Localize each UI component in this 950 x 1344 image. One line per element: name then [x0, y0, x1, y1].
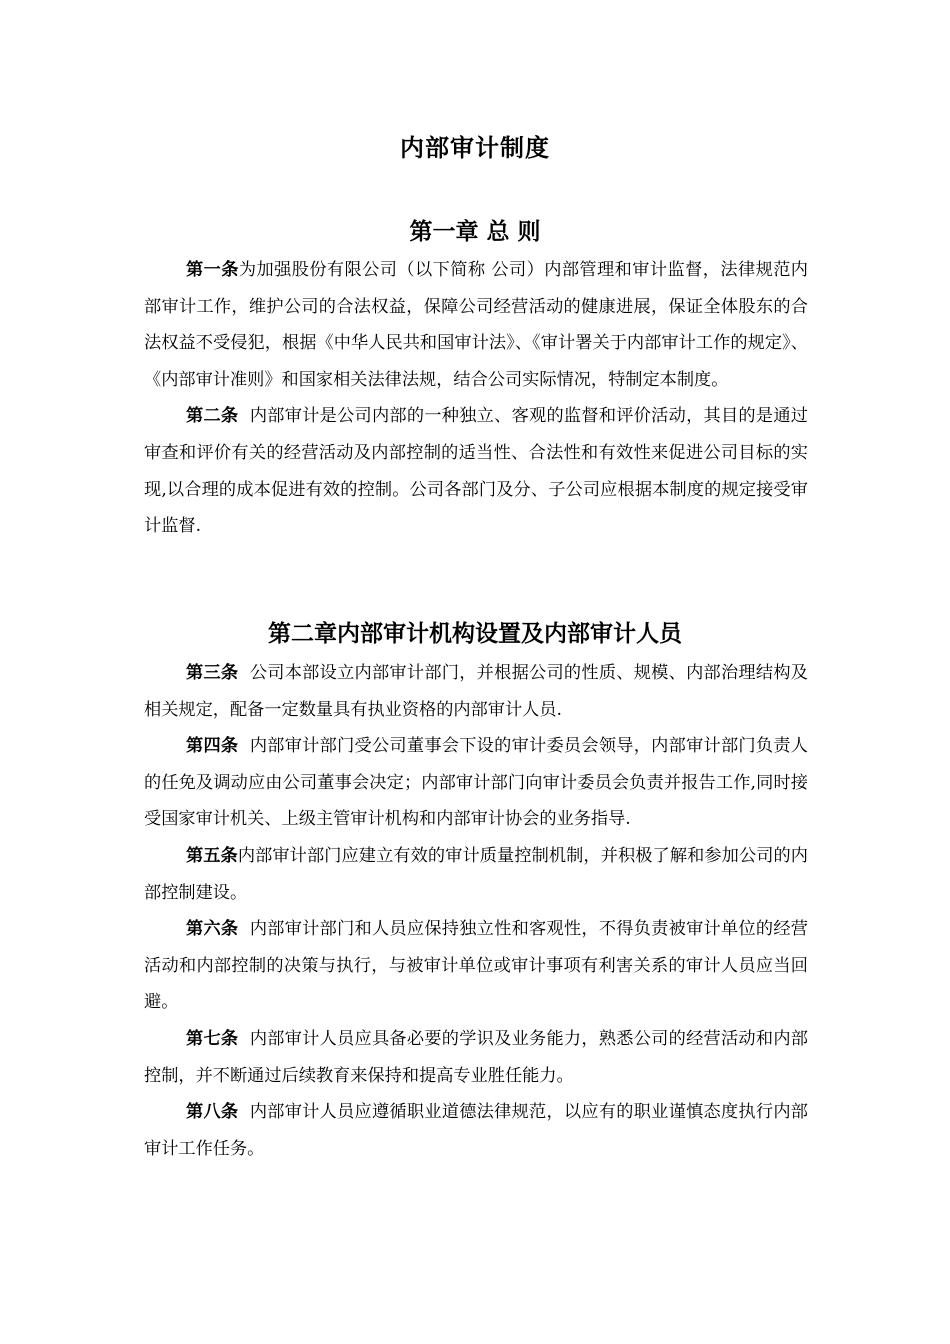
- article-number: 第一条: [186, 260, 239, 280]
- article-text: 内部审计部门和人员应保持独立性和客观性，不得负责被审计单位的经营活动和内部控制的决策与执行，与被审计单位或审计事项有利害关系的审计人员应当回避。: [144, 919, 808, 1013]
- article-text: 内部审计是公司内部的一种独立、客观的监督和评价活动，其目的是通过审查和评价有关的经营活动及内部控制的适当性、合法性和有效性来促进公司目标的实现,以合理的成本促进有效的控制。公司各部门及分、子公司应根据本制度的规定接受审计监督.: [144, 406, 808, 537]
- article-number: 第六条: [186, 919, 239, 940]
- article-text: 内部审计人员应遵循职业道德法律规范，以应有的职业谨慎态度执行内部审计工作任务。: [144, 1102, 808, 1159]
- article-number: 第二条: [186, 406, 239, 427]
- article-3: [144, 655, 808, 728]
- article-text: 内部审计部门受公司董事会下设的审计委员会领导，内部审计部门负责人的任免及调动应由公司董事会决定；内部审计部门向审计委员会负责并报告工作,同时接受国家审计机关、上级主管审计机构和内部审计协会的业务指导.: [144, 736, 808, 830]
- article-5: [144, 838, 808, 911]
- article-6: [144, 911, 808, 1021]
- article-number: 第五条: [186, 845, 238, 866]
- article-text: 为加强股份有限公司（以下简称 公司）内部管理和审计监督，法律规范内部审计工作，维护公司的合法权益，保障公司经营活动的健康进展，保证全体股东的合法权益不受侵犯，根据《中华人民共和国审计法》、《审计署关于内部审计工作的规定》、《内部审计准则》和国家相关法律法规，结合公司实际情况，特制定本制度。: [144, 260, 808, 390]
- article-text: 内部审计人员应具备必要的学识及业务能力，熟悉公司的经营活动和内部控制，并不断通过后续教育来保持和提高专业胜任能力。: [144, 1028, 808, 1086]
- article-2: [144, 398, 808, 544]
- article-number: 第八条: [186, 1102, 239, 1123]
- article-number: 第四条: [186, 736, 239, 757]
- article-7: [144, 1021, 808, 1094]
- chapter-1-articles: [144, 252, 808, 545]
- article-number: 第七条: [186, 1028, 239, 1049]
- article-8: [144, 1094, 808, 1167]
- article-1: [144, 252, 808, 398]
- chapter-title: 第二章内部审计机构设置及内部审计人员: [268, 621, 682, 647]
- chapter-2-articles: [144, 655, 808, 1167]
- article-4: [144, 728, 808, 838]
- article-text: 内部审计部门应建立有效的审计质量控制机制，并积极了解和参加公司的内部控制建设。: [144, 845, 808, 903]
- chapter-title: 第一章 总 则: [409, 219, 541, 245]
- article-text: 公司本部设立内部审计部门，并根据公司的性质、规模、内部治理结构及相关规定，配备一定数量具有执业资格的内部审计人员.: [144, 663, 808, 720]
- document-title: 内部审计制度: [400, 134, 550, 162]
- article-number: 第三条: [186, 663, 239, 683]
